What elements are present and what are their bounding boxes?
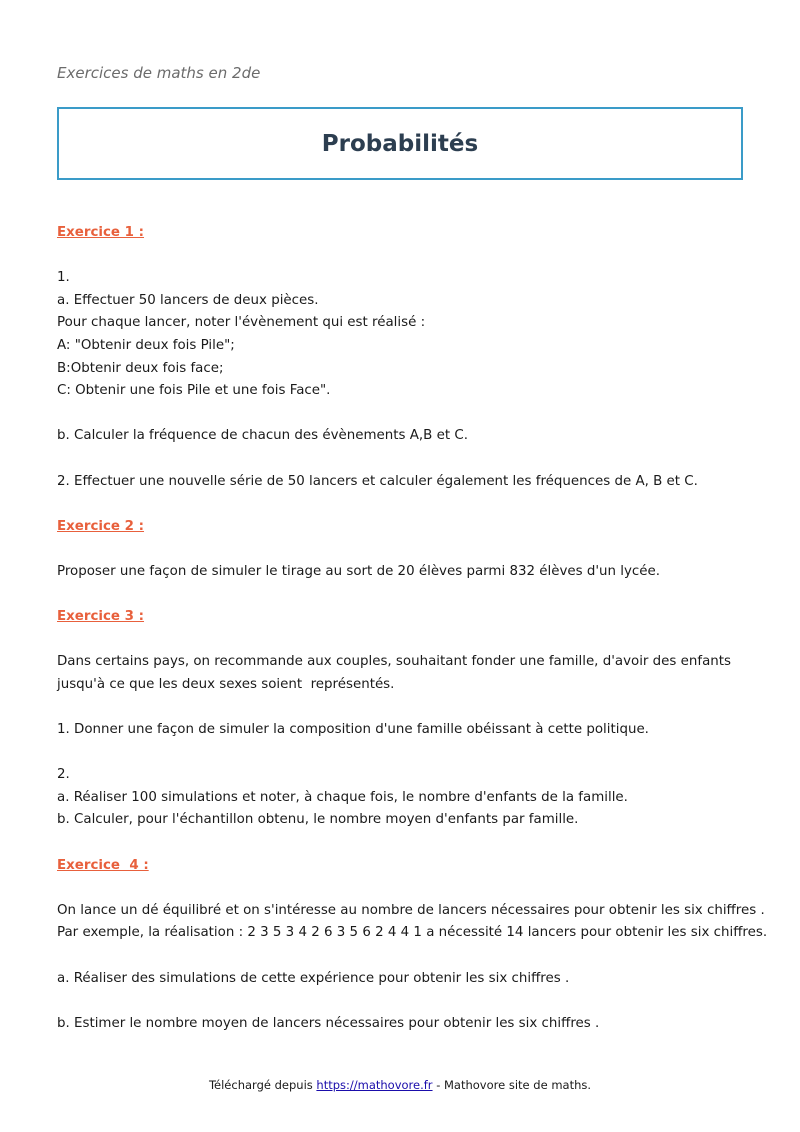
exercise-1-line: 2. Effectuer une nouvelle série de 50 lancers et calculer également les fréquences de A, B et C. bbox=[57, 473, 698, 489]
exercise-1-title: Exercice 1 : bbox=[57, 225, 145, 240]
exercise-3-line: Dans certains pays, on recommande aux couples, souhaitant fonder une famille, d'avoir des enfants bbox=[57, 654, 732, 670]
exercise-3-line: 2. bbox=[57, 767, 70, 783]
page-footer bbox=[0, 1078, 800, 1092]
exercise-4-line: b. Estimer le nombre moyen de lancers nécessaires pour obtenir les six chiffres . bbox=[57, 1015, 600, 1031]
page-subtitle: Exercices de maths en 2de bbox=[57, 64, 261, 82]
exercise-2-title: Exercice 2 : bbox=[57, 518, 145, 534]
footer-prefix: Téléchargé depuis bbox=[208, 1078, 317, 1092]
page-title: Probabilités bbox=[321, 130, 479, 157]
exercise-3-line: a. Réaliser 100 simulations et noter, à chaque fois, le nombre d'enfants de la famille. bbox=[57, 789, 628, 805]
exercise-1-line: a. Effectuer 50 lancers de deux pièces. bbox=[57, 292, 319, 308]
exercise-3-line: jusqu'à ce que les deux sexes soient représentés. bbox=[57, 676, 395, 692]
document-body bbox=[57, 222, 768, 1035]
exercise-3-title: Exercice 3 : bbox=[57, 609, 145, 625]
exercise-1-line: A: "Obtenir deux fois Pile"; bbox=[57, 337, 235, 353]
exercise-4-line: Par exemple, la réalisation : 2 3 5 3 4 2 6 3 5 6 2 4 4 1 a nécessité 14 lancers pour obtenir les six chiffres. bbox=[57, 925, 768, 941]
title-frame bbox=[57, 107, 743, 180]
footer-link[interactable]: https://mathovore.fr bbox=[316, 1078, 433, 1092]
exercise-4-title: Exercice 4 : bbox=[57, 857, 149, 873]
exercise-2-line: Proposer une façon de simuler le tirage au sort de 20 élèves parmi 832 élèves d'un lycée. bbox=[57, 563, 661, 579]
exercise-3-line: 1. Donner une façon de simuler la composition d'une famille obéissant à cette politique. bbox=[57, 722, 649, 738]
footer-suffix: - Mathovore site de maths. bbox=[432, 1078, 592, 1092]
exercise-4-line: a. Réaliser des simulations de cette expérience pour obtenir les six chiffres . bbox=[57, 970, 570, 986]
exercise-1-line: B:Obtenir deux fois face; bbox=[57, 360, 224, 376]
exercise-1-line: b. Calculer la fréquence de chacun des évènements A,B et C. bbox=[57, 428, 468, 444]
exercise-4-line: On lance un dé équilibré et on s'intéresse au nombre de lancers nécessaires pour obtenir les six chiffres . bbox=[57, 902, 765, 918]
exercise-1-line: Pour chaque lancer, noter l'évènement qui est réalisé : bbox=[57, 315, 426, 331]
exercise-3-line: b. Calculer, pour l'échantillon obtenu, le nombre moyen d'enfants par famille. bbox=[57, 812, 579, 828]
exercise-1-line: 1. bbox=[57, 270, 70, 286]
exercise-1-line: C: Obtenir une fois Pile et une fois Face". bbox=[57, 383, 331, 399]
